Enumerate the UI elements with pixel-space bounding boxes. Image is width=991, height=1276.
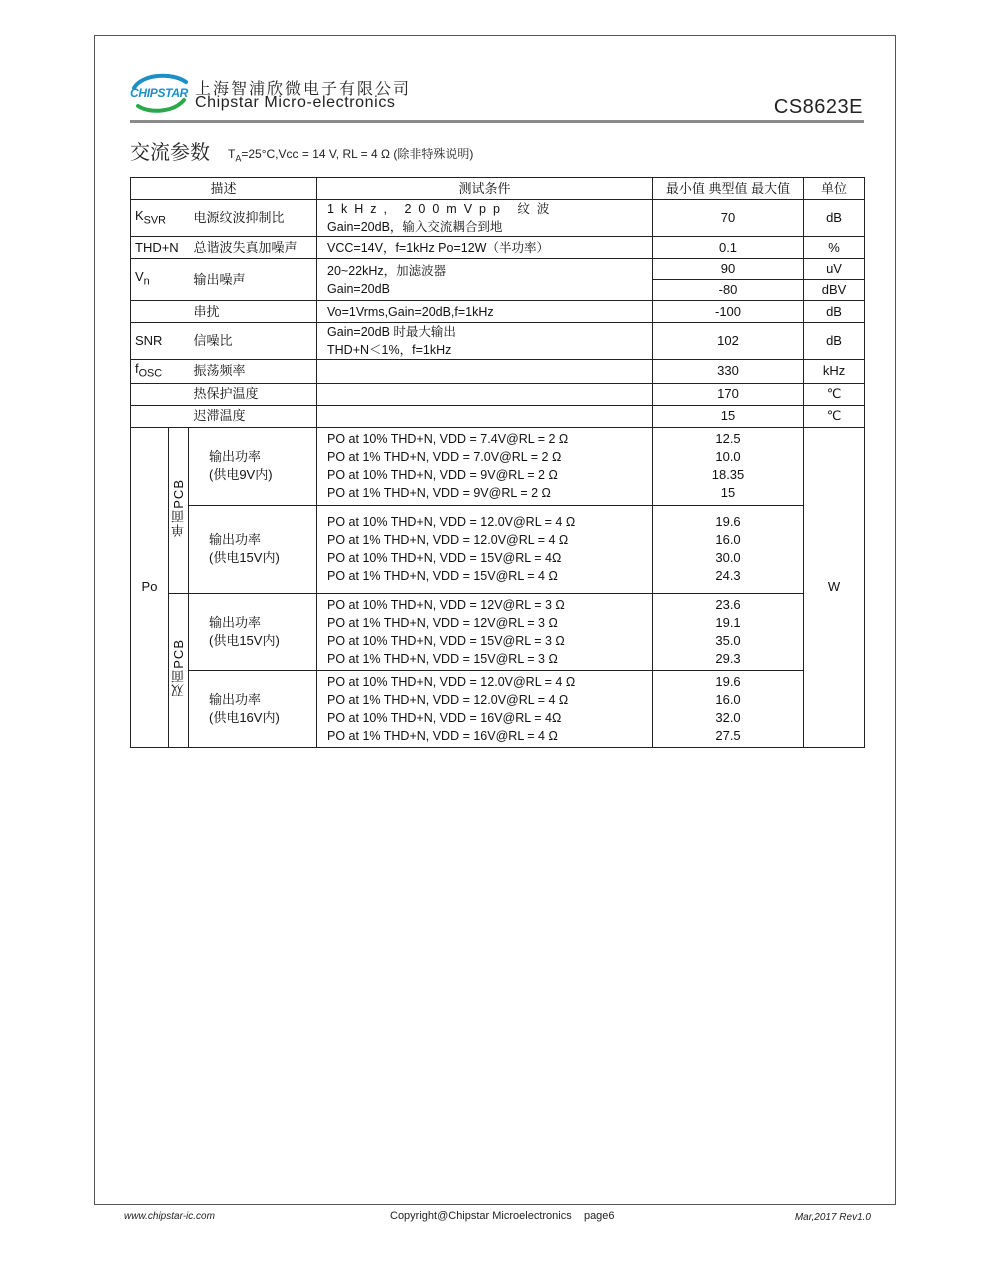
row-desc: 串扰 [189, 301, 317, 323]
row-desc: 总谐波失真加噪声 [189, 237, 317, 259]
row-desc: 输出功率 (供电15V内) [189, 593, 317, 670]
table-row [131, 301, 865, 323]
row-cond: PO at 10% THD+N, VDD = 7.4V@RL = 2 Ω PO at 1% THD+N, VDD = 7.0V@RL = 2 Ω PO at 10% THD+N, VDD = 9V@RL = 2 Ω PO at 1% THD+N, VDD = 9V@RL = 2 Ω [317, 427, 653, 505]
row-symbol: $f_{OSC}$ [131, 360, 189, 384]
footer-revision: Mar,2017 Rev1.0 [794, 1212, 871, 1223]
row-typ: 170 [653, 383, 804, 405]
row-typ: 0.1 [653, 237, 804, 259]
row-typ: 19.6 16.0 32.0 27.5 [653, 670, 804, 747]
row-symbol [131, 383, 189, 405]
row-typ: 19.6 16.0 30.0 24.3 [653, 505, 804, 593]
table-row [131, 360, 865, 384]
row-cond: VCC=14V，f=1kHz Po=12W（半功率） [317, 237, 653, 259]
table-row [131, 323, 865, 360]
table-row [131, 670, 865, 747]
pcb-label: 单面PCB [169, 427, 189, 593]
row-unit: dB [804, 323, 865, 360]
table-row [131, 405, 865, 427]
row-cond: 20~22kHz，加滤波器 Gain=20dB [317, 259, 653, 301]
row-symbol: $V_n$ [131, 259, 189, 301]
table-row [131, 237, 865, 259]
row-cond: 1kHz, 200mVpp 纹波 Gain=20dB，输入交流耦合到地 [317, 200, 653, 237]
header-divider [130, 120, 864, 123]
row-typ: 70 [653, 200, 804, 237]
row-typ: -80 [653, 280, 804, 301]
table-row [131, 259, 865, 280]
row-cond: PO at 10% THD+N, VDD = 12.0V@RL = 4 Ω PO at 1% THD+N, VDD = 12.0V@RL = 4 Ω PO at 10% THD+N, VDD = 15V@RL = 4Ω PO at 1% THD+N, VDD = 15V@RL = 4 Ω [317, 505, 653, 593]
row-cond: Vo=1Vrms,Gain=20dB,f=1kHz [317, 301, 653, 323]
pcb-label: 双面PCB [169, 593, 189, 747]
footer-copyright: Copyright@Chipstar Microelectronics page6 [390, 1210, 615, 1222]
row-desc: 信噪比 [189, 323, 317, 360]
row-cond [317, 405, 653, 427]
table-row [131, 593, 865, 670]
row-unit: % [804, 237, 865, 259]
row-symbol [131, 301, 189, 323]
company-name-cn: 上海智浦欣微电子有限公司 [195, 81, 412, 98]
row-unit: dBV [804, 280, 865, 301]
row-typ: -100 [653, 301, 804, 323]
row-symbol [131, 405, 189, 427]
logo-text: CHIPSTAR [130, 86, 189, 100]
row-unit: dB [804, 200, 865, 237]
row-typ: 23.6 19.1 35.0 29.3 [653, 593, 804, 670]
row-desc: 输出功率 (供电16V内) [189, 670, 317, 747]
row-typ: 102 [653, 323, 804, 360]
row-unit: ℃ [804, 383, 865, 405]
row-desc: 振荡频率 [189, 360, 317, 384]
header-minmax: 最小值 典型值 最大值 [653, 178, 804, 200]
row-cond: PO at 10% THD+N, VDD = 12.0V@RL = 4 Ω PO at 1% THD+N, VDD = 12.0V@RL = 4 Ω PO at 10% THD+N, VDD = 16V@RL = 4Ω PO at 1% THD+N, VDD = 16V@RL = 4 Ω [317, 670, 653, 747]
table-row [131, 200, 865, 237]
part-number: CS8623E [773, 96, 863, 118]
header-desc: 描述 [131, 178, 317, 200]
po-symbol: Po [131, 427, 169, 747]
row-symbol: SNR [131, 323, 189, 360]
section-conditions: $T_A=25^\circ C,Vcc = 14$ V, RL = 4 Ω (除非特殊说明) [228, 147, 474, 164]
row-unit: kHz [804, 360, 865, 384]
row-desc: 电源纹波抑制比 [189, 200, 317, 237]
row-unit: dB [804, 301, 865, 323]
header-cond: 测试条件 [317, 178, 653, 200]
section-title: 交流参数 [130, 142, 210, 164]
footer-website: www.chipstar-ic.com [124, 1211, 215, 1222]
row-desc: 输出功率 (供电15V内) [189, 505, 317, 593]
row-cond [317, 360, 653, 384]
row-typ: 12.5 10.0 18.35 15 [653, 427, 804, 505]
table-row [131, 427, 865, 505]
row-desc: 迟滞温度 [189, 405, 317, 427]
po-unit: W [804, 427, 865, 747]
ac-parameters-table [130, 177, 865, 748]
row-typ: 330 [653, 360, 804, 384]
row-cond [317, 383, 653, 405]
table-row [131, 383, 865, 405]
row-symbol: $K_{SVR}$ [131, 200, 189, 237]
row-desc: 输出噪声 [189, 259, 317, 301]
row-desc: 输出功率 (供电9V内) [189, 427, 317, 505]
header-unit: 单位 [804, 178, 865, 200]
row-typ: 15 [653, 405, 804, 427]
table-header-row [131, 178, 865, 200]
row-symbol: THD+N [131, 237, 189, 259]
row-cond: PO at 10% THD+N, VDD = 12V@RL = 3 Ω PO at 1% THD+N, VDD = 12V@RL = 3 Ω PO at 10% THD+N, VDD = 15V@RL = 3 Ω PO at 1% THD+N, VDD = 15V@RL = 3 Ω [317, 593, 653, 670]
row-unit: uV [804, 259, 865, 280]
table-row [131, 505, 865, 593]
row-unit: ℃ [804, 405, 865, 427]
company-name-en: Chipstar Micro-electronics [195, 94, 396, 111]
row-cond: Gain=20dB 时最大输出 THD+N＜1%，f=1kHz [317, 323, 653, 360]
row-desc: 热保护温度 [189, 383, 317, 405]
row-typ: 90 [653, 259, 804, 280]
